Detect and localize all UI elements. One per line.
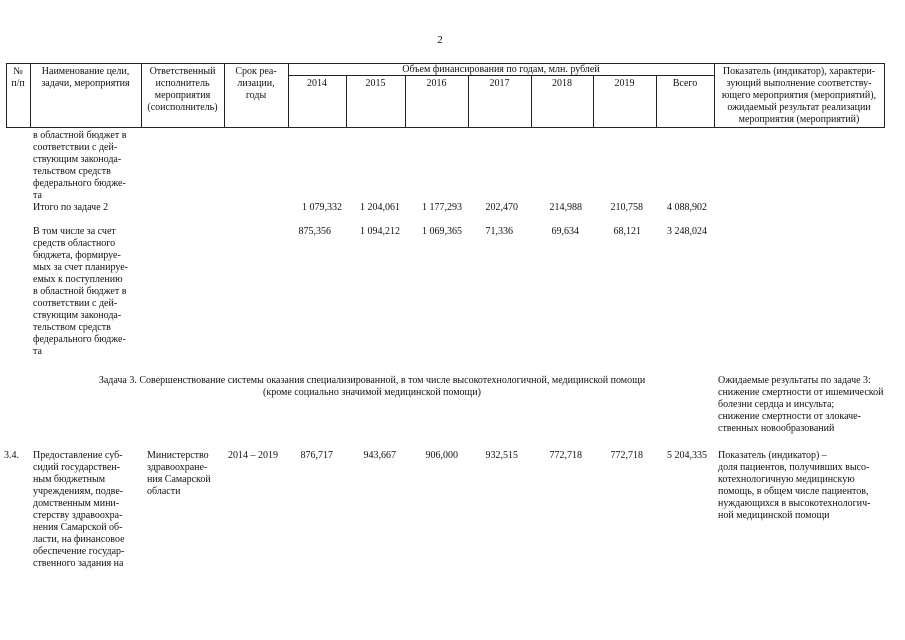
row-3-4-2017: 932,515 xyxy=(485,450,518,461)
header-term: Срок реа- лизации, годы xyxy=(235,66,277,101)
row-incl-2015: 1 094,212 xyxy=(360,226,400,237)
row-incl-2016: 1 069,365 xyxy=(422,226,462,237)
header-funding-title: Объем финансирования по годам, млн. рублей xyxy=(402,64,600,75)
page-number: 2 xyxy=(437,34,443,46)
row-3-4-2016: 906,000 xyxy=(425,450,458,461)
header-indicator: Показатель (индикатор), характери- зующий выполнение соответству- ющего мероприятия (мероприятий), ожидаемый результат реализации мероприятия (мероприятий) xyxy=(721,66,877,125)
row-3-4-2015: 943,667 xyxy=(363,450,396,461)
col-border-6 xyxy=(884,63,885,128)
row-incl-2014: 875,356 xyxy=(298,226,331,237)
header-executor: Ответственный исполнитель мероприятия (соисполнитель) xyxy=(147,66,218,113)
header-year-2018: 2018 xyxy=(552,78,572,89)
row-total2-total: 4 088,902 xyxy=(667,202,707,213)
row-incl-2017: 71,336 xyxy=(485,226,513,237)
task3-title: Задача 3. Совершенствование системы оказания специализированной, в том числе высокотехнологичной, медицинской помощи (кроме социально значимой медицинской помощи) xyxy=(98,375,646,398)
row-total2-2018: 214,988 xyxy=(549,202,582,213)
row-continued-name: в областной бюджет в соответствии с дей- ствующим законода- тельством средств федерального бюдже- та xyxy=(33,130,127,201)
header-year-2014: 2014 xyxy=(307,78,327,89)
row-total2-2016: 1 177,293 xyxy=(422,202,462,213)
header-year-2019: 2019 xyxy=(614,78,635,89)
header-total: Всего xyxy=(672,78,698,89)
row-incl-name: В том числе за счет средств областного бюджета, формируе- мых за счет планируе- емых к поступлению в областной бюджет в соответствии с дей- ствующим законода- тельством средств федерального бюдже- та xyxy=(33,226,128,357)
row-3-4-no: 3.4. xyxy=(4,450,19,461)
row-3-4-2014: 876,717 xyxy=(300,450,333,461)
row-total2-2015: 1 204,061 xyxy=(360,202,400,213)
row-incl-2019: 68,121 xyxy=(613,226,641,237)
header-no: № п/п xyxy=(11,66,25,89)
row-3-4-total: 5 204,335 xyxy=(667,450,707,461)
header-name: Наименование цели, задачи, мероприятия xyxy=(41,66,130,89)
row-3-4-executor: Министерство здравоохране- ния Самарской области xyxy=(147,450,211,497)
header-bottom-border xyxy=(6,127,885,128)
header-year-2015: 2015 xyxy=(365,78,386,89)
row-3-4-name: Предоставление суб- сидий государствен- ным бюджетным учреждениям, подве- домственным мини- стерству здравоохра- нения Самарской об- ласти, на финансовое обеспечение государ- ственного задания на xyxy=(33,450,125,569)
task3-results: Ожидаемые результаты по задаче 3: снижение смертности от ишемической болезни сердца и инсульта; снижение смертности от злокаче- ственных новообразований xyxy=(718,375,884,434)
row-3-4-indicator: Показатель (индикатор) – доля пациентов, получивших высо- котехнологичную медицинскую помощь, в общем числе пациентов, нуждающихся в высокотехнологич- ной медицинской помощи xyxy=(718,450,871,521)
row-total2-name: Итого по задаче 2 xyxy=(33,202,109,213)
row-incl-2018: 69,634 xyxy=(551,226,579,237)
row-3-4-2018: 772,718 xyxy=(549,450,582,461)
row-3-4-2019: 772,718 xyxy=(610,450,643,461)
row-incl-total: 3 248,024 xyxy=(667,226,707,237)
header-year-2017: 2017 xyxy=(489,78,510,89)
header-year-2016: 2016 xyxy=(426,78,447,89)
row-total2-2019: 210,758 xyxy=(610,202,643,213)
row-3-4-term: 2014 – 2019 xyxy=(228,450,278,461)
row-total2-2014: 1 079,332 xyxy=(302,202,342,213)
row-total2-2017: 202,470 xyxy=(485,202,518,213)
